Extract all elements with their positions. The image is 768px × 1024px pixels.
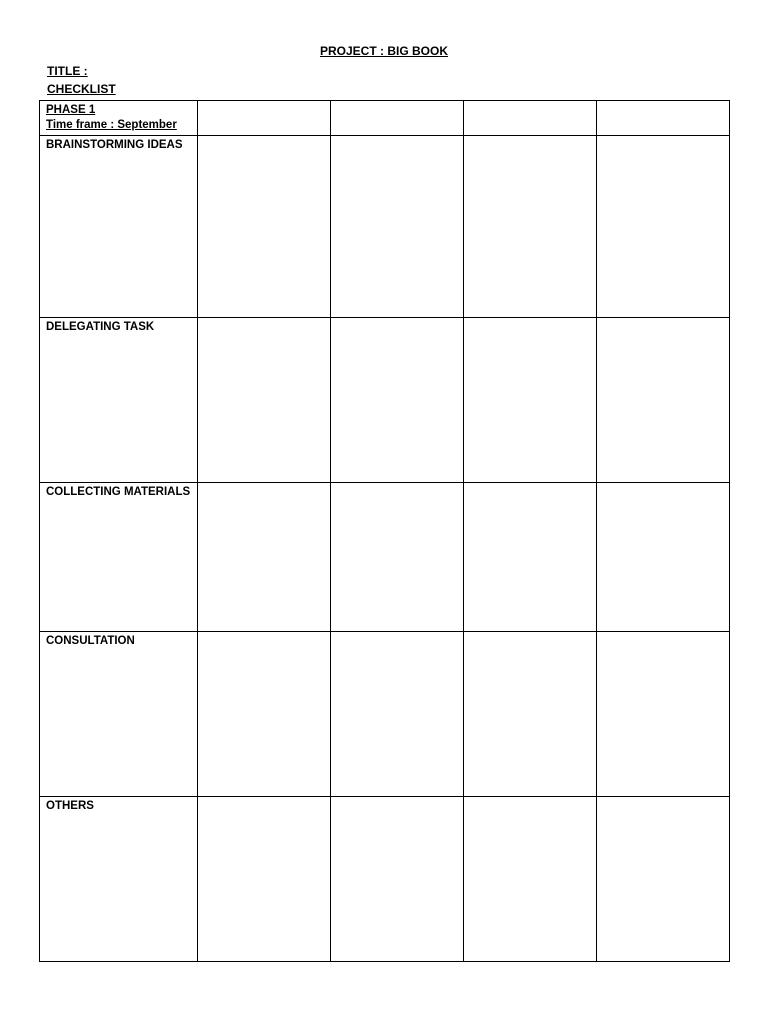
table-row xyxy=(40,632,730,797)
table-cell[interactable] xyxy=(597,632,730,797)
header-cell[interactable] xyxy=(464,101,597,136)
timeframe-label: Time frame : September xyxy=(46,119,177,131)
row-label-delegating: DELEGATING TASK xyxy=(40,318,198,483)
table-cell[interactable] xyxy=(331,483,464,632)
table-cell[interactable] xyxy=(464,632,597,797)
header-cell[interactable] xyxy=(198,101,331,136)
phase-label: PHASE 1 xyxy=(46,104,96,116)
row-label-consultation: CONSULTATION xyxy=(40,632,198,797)
header-cell[interactable] xyxy=(597,101,730,136)
table-cell[interactable] xyxy=(597,797,730,962)
table-row xyxy=(40,318,730,483)
table-row xyxy=(40,136,730,318)
title-label: TITLE : xyxy=(47,64,88,78)
table-row xyxy=(40,797,730,962)
table-row xyxy=(40,483,730,632)
row-label-collecting: COLLECTING MATERIALS xyxy=(40,483,198,632)
checklist-table xyxy=(39,100,730,962)
table-cell[interactable] xyxy=(331,797,464,962)
row-label-others: OTHERS xyxy=(40,797,198,962)
table-cell[interactable] xyxy=(331,632,464,797)
row-label-brainstorming: BRAINSTORMING IDEAS xyxy=(40,136,198,318)
table-cell[interactable] xyxy=(198,483,331,632)
phase-cell xyxy=(40,101,198,136)
table-cell[interactable] xyxy=(464,797,597,962)
project-title: PROJECT : BIG BOOK xyxy=(319,44,448,58)
table-cell[interactable] xyxy=(331,136,464,318)
table-cell[interactable] xyxy=(198,136,331,318)
table-cell[interactable] xyxy=(198,318,331,483)
table-cell[interactable] xyxy=(597,483,730,632)
table-cell[interactable] xyxy=(198,632,331,797)
checklist-label: CHECKLIST xyxy=(47,82,116,96)
table-cell[interactable] xyxy=(464,483,597,632)
table-cell[interactable] xyxy=(597,136,730,318)
table-cell[interactable] xyxy=(597,318,730,483)
table-header-row xyxy=(40,101,730,136)
table-cell[interactable] xyxy=(464,318,597,483)
table-cell[interactable] xyxy=(331,318,464,483)
header-cell[interactable] xyxy=(331,101,464,136)
table-cell[interactable] xyxy=(198,797,331,962)
table-cell[interactable] xyxy=(464,136,597,318)
